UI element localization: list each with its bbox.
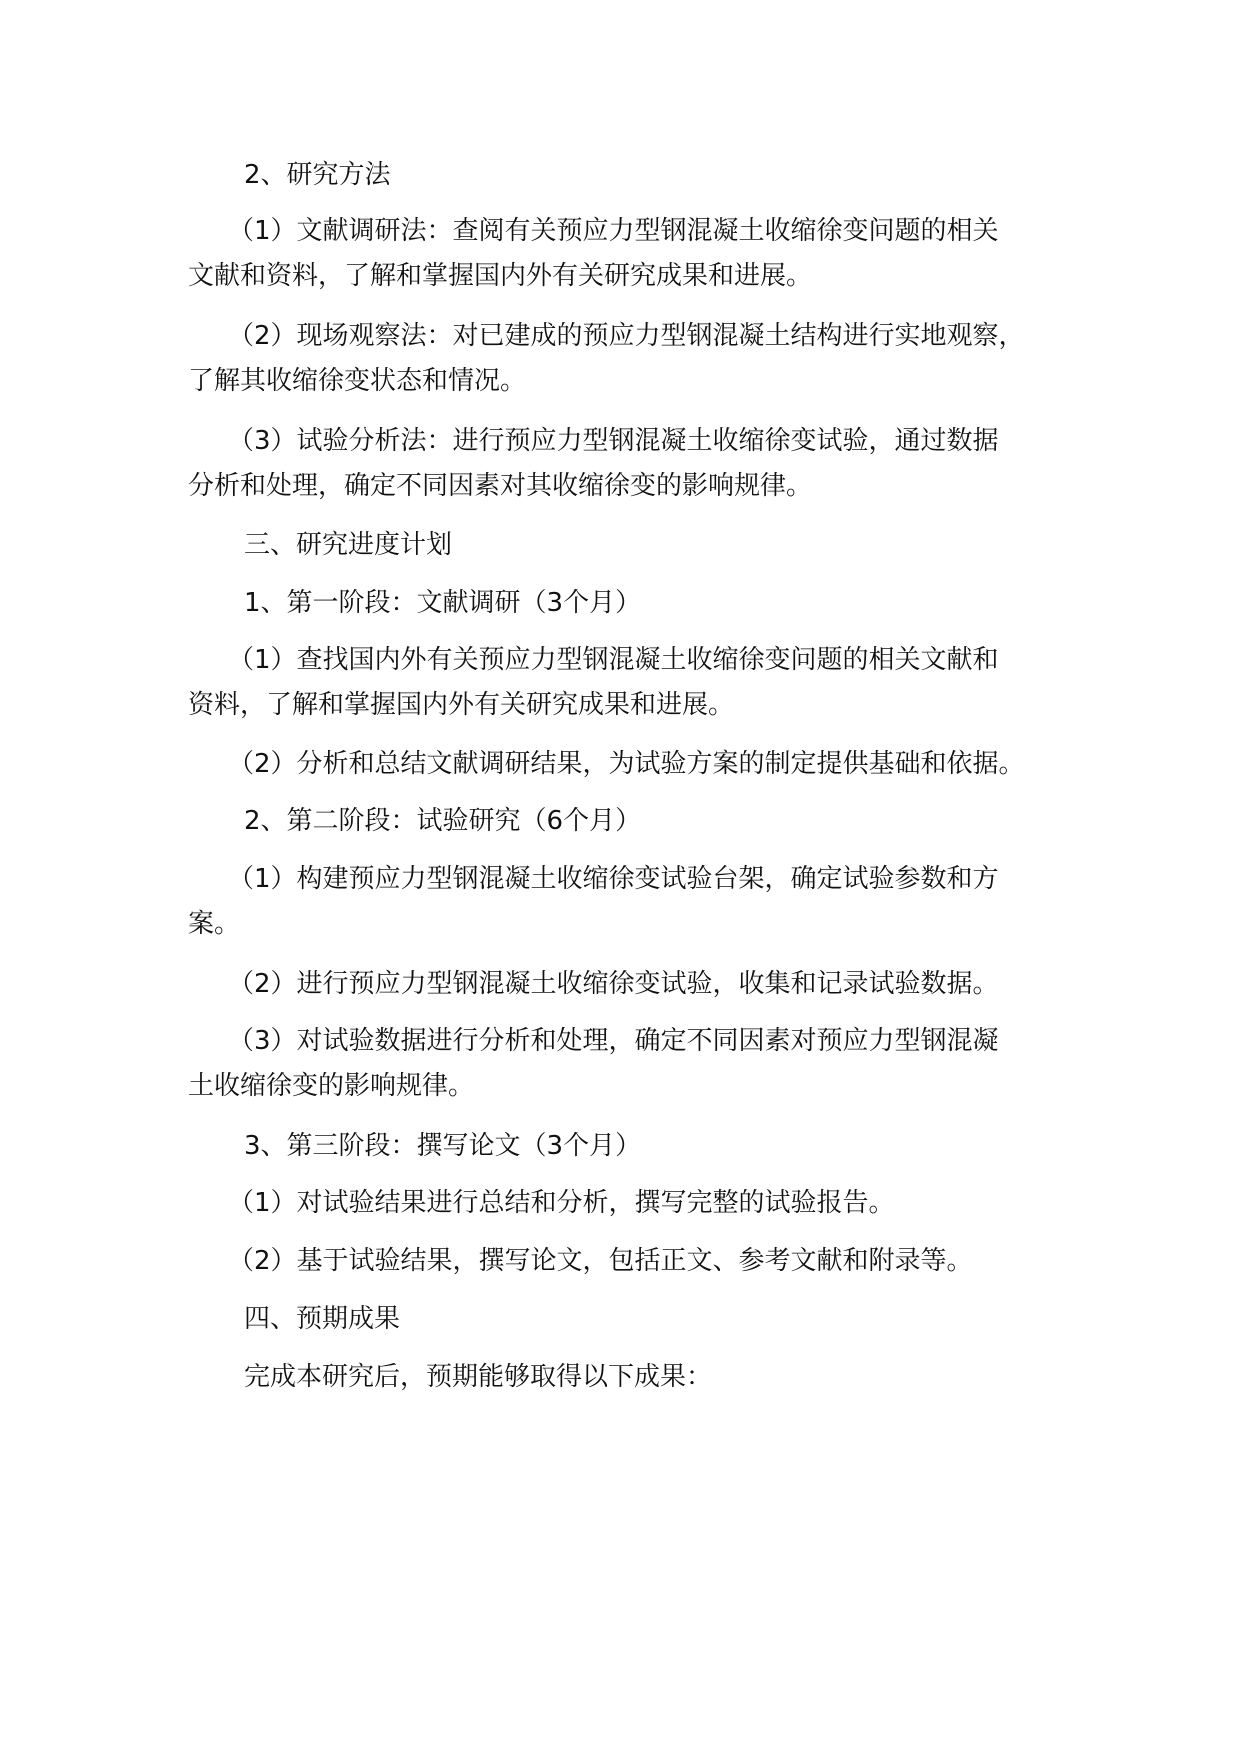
paragraph-line: 分析和处理，确定不同因素对其收缩徐变的影响规律。 <box>188 471 813 501</box>
stage-heading: 3、第三阶段：撰写论文（3个月） <box>244 1131 642 1161</box>
section-heading: 四、预期成果 <box>244 1304 401 1334</box>
paragraph-line: （2）现场观察法：对已建成的预应力型钢混凝土结构进行实地观察， <box>228 321 1025 351</box>
section-heading: 三、研究进度计划 <box>244 530 453 560</box>
paragraph-line: （1）查找国内外有关预应力型钢混凝土收缩徐变问题的相关文献和 <box>228 645 999 675</box>
paragraph-line: 完成本研究后，预期能够取得以下成果： <box>244 1362 713 1392</box>
paragraph-line: （3）对试验数据进行分析和处理，确定不同因素对预应力型钢混凝 <box>228 1026 999 1056</box>
paragraph-line: （1）对试验结果进行总结和分析，撰写完整的试验报告。 <box>228 1188 895 1218</box>
section-heading: 2、研究方法 <box>244 160 391 190</box>
paragraph-line: （2）分析和总结文献调研结果，为试验方案的制定提供基础和依据。 <box>228 749 1025 779</box>
paragraph-line: （2）进行预应力型钢混凝土收缩徐变试验，收集和记录试验数据。 <box>228 969 999 999</box>
paragraph-line: 资料，了解和掌握国内外有关研究成果和进展。 <box>188 690 735 720</box>
paragraph-line: 土收缩徐变的影响规律。 <box>188 1071 475 1101</box>
paragraph-line: （1）文献调研法：查阅有关预应力型钢混凝土收缩徐变问题的相关 <box>228 216 999 246</box>
paragraph-line: 案。 <box>188 909 241 939</box>
stage-heading: 2、第二阶段：试验研究（6个月） <box>244 806 642 836</box>
paragraph-line: （2）基于试验结果，撰写论文，包括正文、参考文献和附录等。 <box>228 1246 973 1276</box>
paragraph-line: 了解其收缩徐变状态和情况。 <box>188 366 527 396</box>
paragraph-line: 文献和资料，了解和掌握国内外有关研究成果和进展。 <box>188 261 813 291</box>
paragraph-line: （1）构建预应力型钢混凝土收缩徐变试验台架，确定试验参数和方 <box>228 864 999 894</box>
paragraph-line: （3）试验分析法：进行预应力型钢混凝土收缩徐变试验，通过数据 <box>228 426 999 456</box>
stage-heading: 1、第一阶段：文献调研（3个月） <box>244 588 642 618</box>
